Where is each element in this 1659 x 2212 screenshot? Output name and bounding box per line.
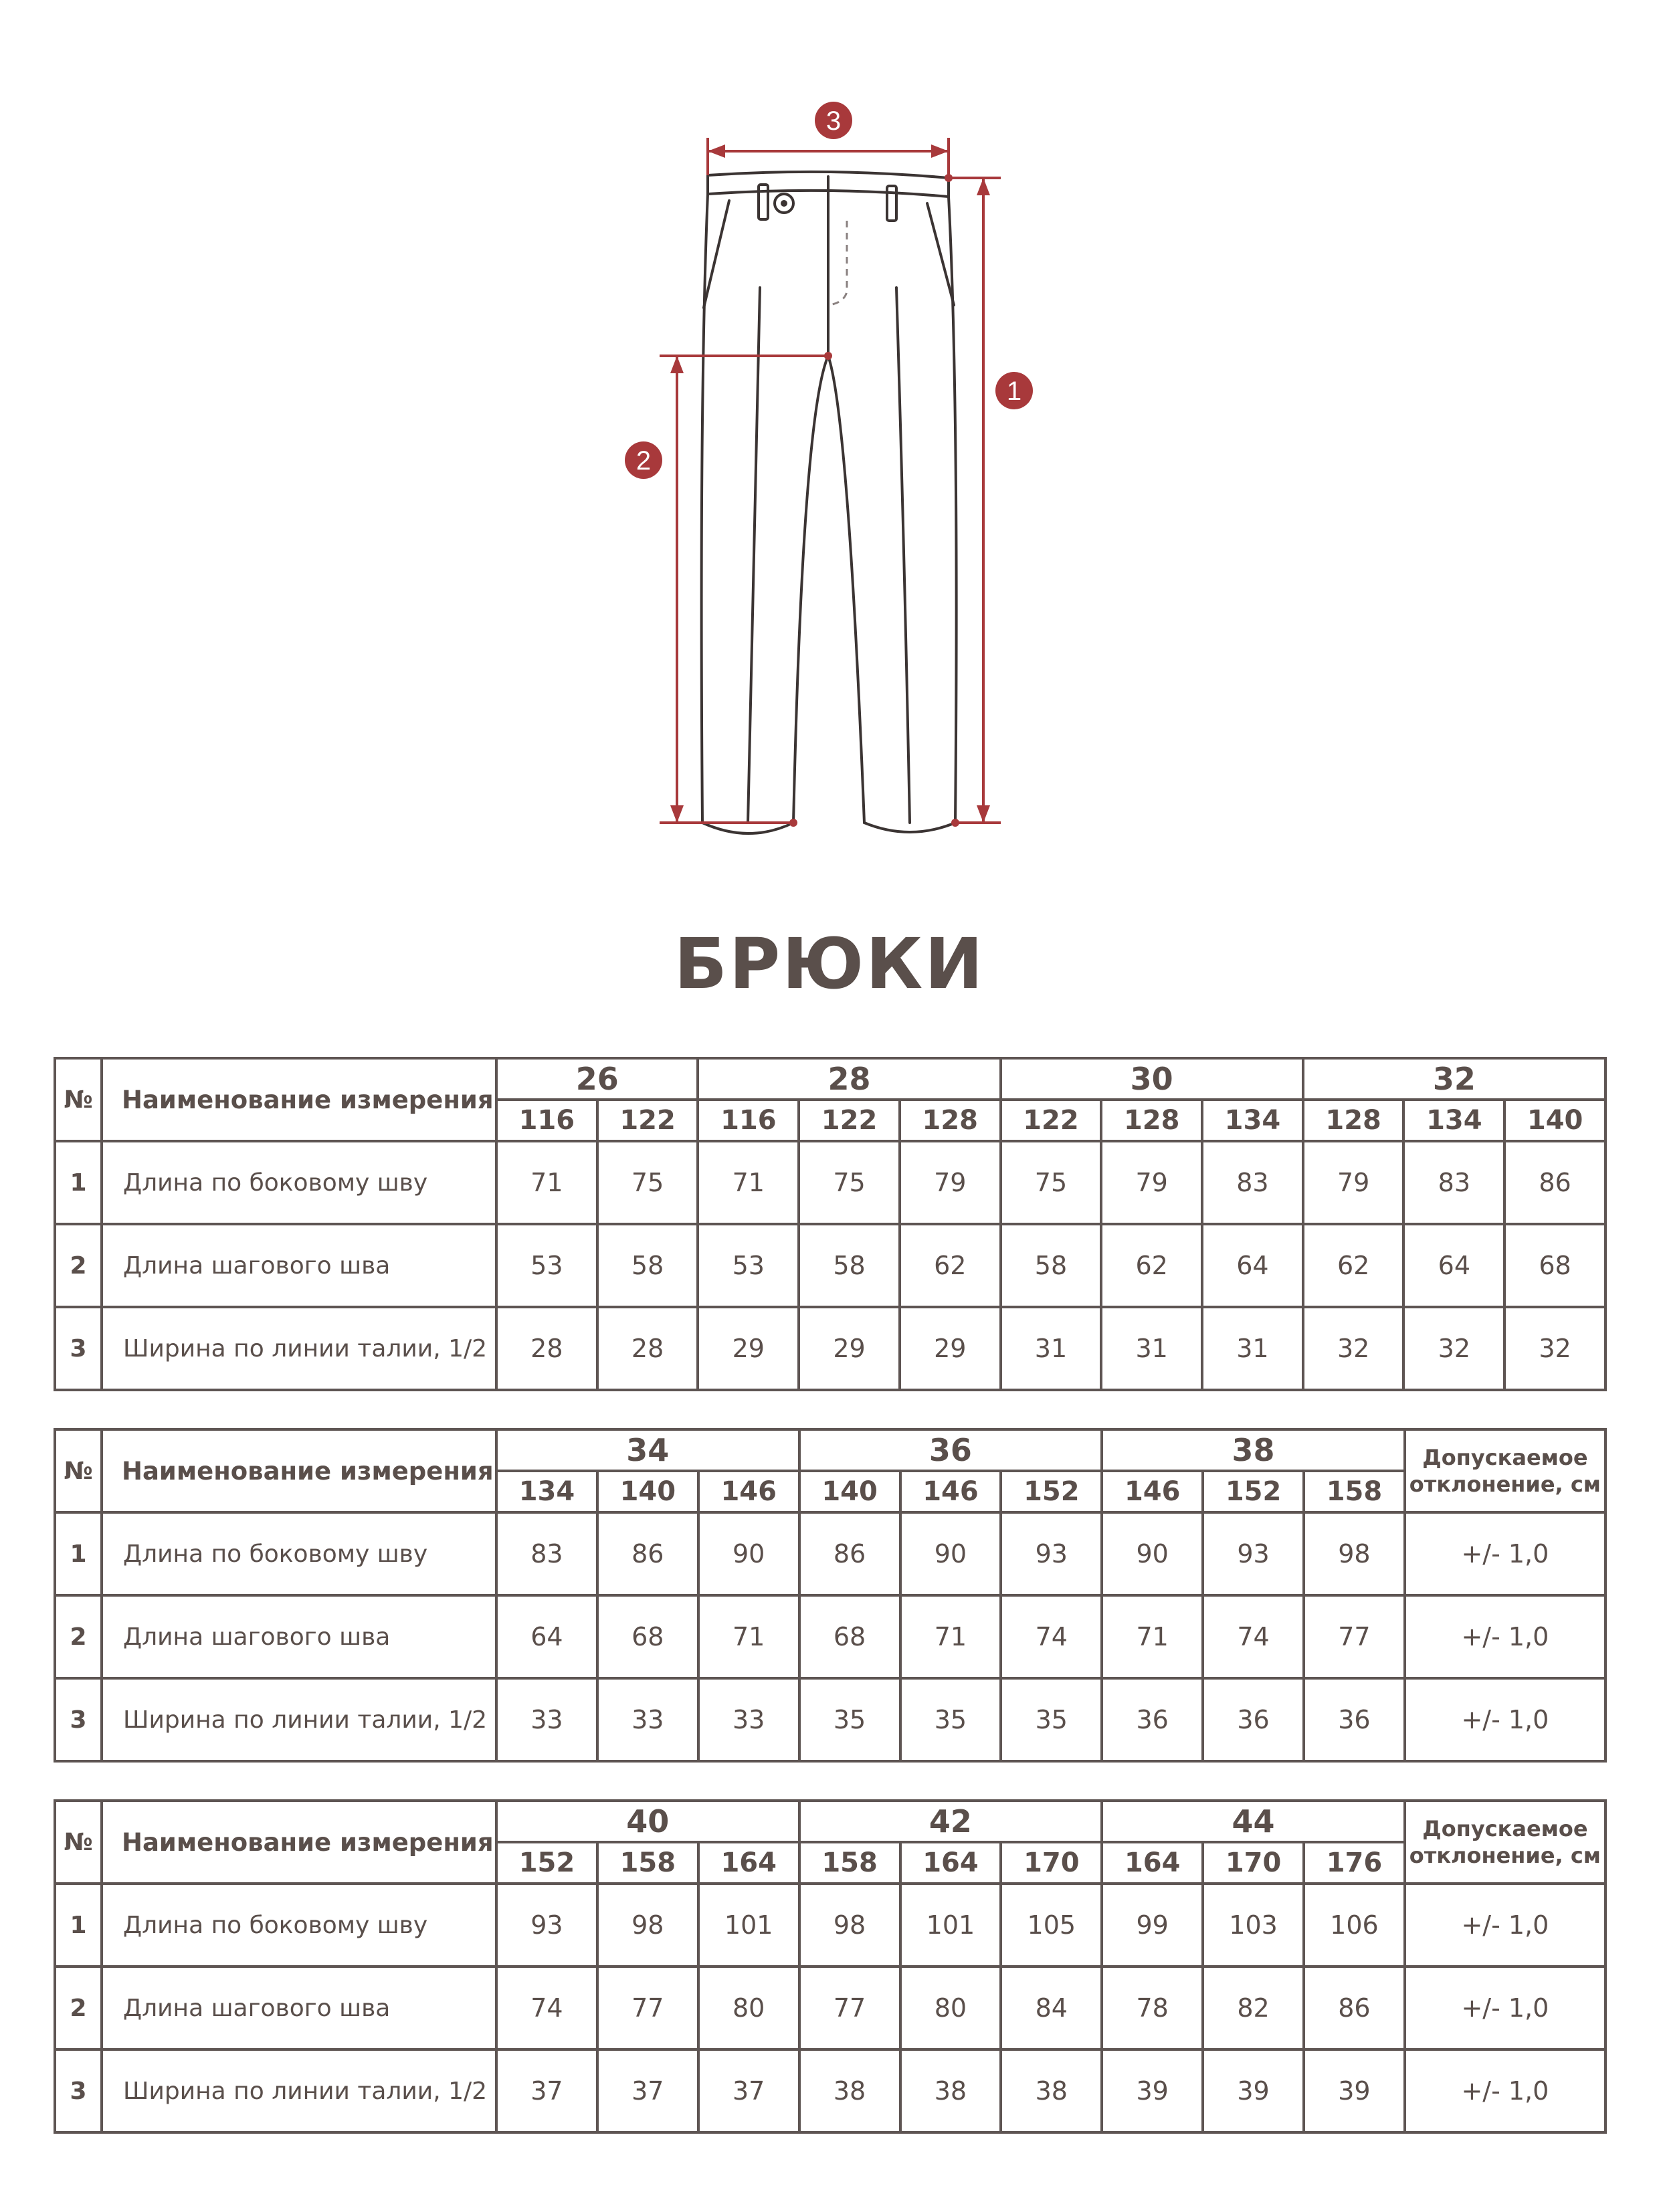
- measurement-value: 58: [1001, 1224, 1102, 1307]
- height-header: 152: [1001, 1471, 1102, 1512]
- measurement-value: 105: [1001, 1884, 1102, 1967]
- measurement-value: 93: [1001, 1512, 1102, 1595]
- measurement-value: 31: [1101, 1307, 1202, 1390]
- tolerance-value: +/- 1,0: [1405, 1595, 1605, 1678]
- trousers-diagram: [0, 0, 1659, 870]
- table-row: [55, 1595, 1605, 1678]
- height-header: 164: [698, 1842, 799, 1884]
- measurement-value: 90: [698, 1512, 799, 1595]
- measurement-value: 36: [1304, 1678, 1405, 1761]
- height-header: 128: [1303, 1100, 1404, 1141]
- measurement-value: 82: [1203, 1967, 1304, 2049]
- measurement-value: 32: [1504, 1307, 1605, 1390]
- size-header: 42: [799, 1801, 1102, 1842]
- measurement-value: 35: [1001, 1678, 1102, 1761]
- measurement-value: 39: [1102, 2049, 1203, 2132]
- column-header-tolerance: Допускаемое отклонение, см: [1405, 1801, 1605, 1884]
- measurement-value: 35: [900, 1678, 1001, 1761]
- measurement-value: 86: [799, 1512, 900, 1595]
- measurement-value: 99: [1102, 1884, 1203, 1967]
- measurement-value: 75: [799, 1141, 900, 1224]
- column-header-tolerance: Допускаемое отклонение, см: [1405, 1429, 1605, 1512]
- column-header-measurement: Наименование измерения: [102, 1058, 496, 1141]
- height-header: 146: [698, 1471, 799, 1512]
- measurement-name: Длина по боковому шву: [102, 1884, 496, 1967]
- marker-2: [625, 441, 662, 479]
- crease-right: [896, 288, 910, 823]
- inseam-right: [828, 356, 864, 823]
- marker-1: [995, 372, 1033, 409]
- button-hole-icon: [781, 200, 787, 207]
- measurement-value: 86: [1304, 1967, 1405, 2049]
- size-table: [54, 1799, 1607, 2134]
- measurement-name: Длина шагового шва: [102, 1224, 496, 1307]
- table-row: [55, 1884, 1605, 1967]
- size-header: 28: [698, 1058, 1000, 1100]
- size-header: 44: [1102, 1801, 1405, 1842]
- height-header: 134: [1403, 1100, 1504, 1141]
- height-header: 140: [799, 1471, 900, 1512]
- height-header: 140: [1504, 1100, 1605, 1141]
- measurement-value: 37: [496, 2049, 597, 2132]
- height-header: 116: [496, 1100, 597, 1141]
- measurement-value: 37: [597, 2049, 698, 2132]
- tolerance-value: +/- 1,0: [1405, 1967, 1605, 2049]
- hem-right: [864, 823, 955, 832]
- height-header: 146: [900, 1471, 1001, 1512]
- measurement-value: 29: [698, 1307, 799, 1390]
- tolerance-value: +/- 1,0: [1405, 1884, 1605, 1967]
- height-header: 122: [799, 1100, 900, 1141]
- measurement-value: 62: [1101, 1224, 1202, 1307]
- column-header-measurement: Наименование измерения: [102, 1801, 496, 1884]
- height-header: 122: [1001, 1100, 1102, 1141]
- measurement-name: Длина шагового шва: [102, 1595, 496, 1678]
- measurement-value: 83: [496, 1512, 597, 1595]
- column-header-measurement: Наименование измерения: [102, 1429, 496, 1512]
- row-number: 2: [55, 1967, 102, 2049]
- height-header: 170: [1001, 1842, 1102, 1884]
- measurement-value: 31: [1202, 1307, 1303, 1390]
- size-table: [54, 1057, 1607, 1391]
- measurement-value: 53: [496, 1224, 597, 1307]
- measurement-value: 101: [900, 1884, 1001, 1967]
- height-header: 128: [1101, 1100, 1202, 1141]
- measurement-value: 32: [1403, 1307, 1504, 1390]
- measurement-value: 38: [799, 2049, 900, 2132]
- table-row: [55, 1678, 1605, 1761]
- measurement-value: 36: [1203, 1678, 1304, 1761]
- measurement-value: 33: [597, 1678, 698, 1761]
- table-row: [55, 1224, 1605, 1307]
- height-header: 158: [597, 1842, 698, 1884]
- measurement-value: 33: [496, 1678, 597, 1761]
- height-header: 146: [1102, 1471, 1203, 1512]
- measurement-3: [708, 138, 949, 175]
- measurement-value: 53: [698, 1224, 799, 1307]
- measurement-value: 38: [1001, 2049, 1102, 2132]
- row-number: 1: [55, 1512, 102, 1595]
- measurement-value: 33: [698, 1678, 799, 1761]
- measurement-value: 71: [698, 1595, 799, 1678]
- measurement-value: 98: [1304, 1512, 1405, 1595]
- table-row: [55, 1307, 1605, 1390]
- size-header: 38: [1102, 1429, 1405, 1471]
- measurement-value: 77: [1304, 1595, 1405, 1678]
- height-header: 170: [1203, 1842, 1304, 1884]
- trousers-outline: [702, 172, 957, 833]
- measurement-value: 32: [1303, 1307, 1404, 1390]
- measurement-value: 80: [698, 1967, 799, 2049]
- belt-loop-left: [759, 185, 768, 219]
- measurement-value: 77: [799, 1967, 900, 2049]
- measurement-value: 90: [1102, 1512, 1203, 1595]
- page-title: БРЮКИ: [674, 923, 985, 1005]
- measurement-value: 36: [1102, 1678, 1203, 1761]
- measurement-value: 71: [496, 1141, 597, 1224]
- row-number: 1: [55, 1141, 102, 1224]
- tolerance-value: +/- 1,0: [1405, 1512, 1605, 1595]
- size-header: 32: [1303, 1058, 1605, 1100]
- measurement-2: [660, 352, 832, 827]
- height-header: 140: [597, 1471, 698, 1512]
- measurement-value: 68: [597, 1595, 698, 1678]
- measurement-value: 28: [597, 1307, 698, 1390]
- measurement-value: 74: [496, 1967, 597, 2049]
- size-header: 26: [496, 1058, 698, 1100]
- measurement-value: 71: [1102, 1595, 1203, 1678]
- measurement-value: 83: [1403, 1141, 1504, 1224]
- fly-stitching: [830, 221, 847, 305]
- column-header-number: №: [55, 1058, 102, 1141]
- measurement-name: Длина по боковому шву: [102, 1512, 496, 1595]
- measurement-value: 98: [799, 1884, 900, 1967]
- svg-text:3: 3: [825, 106, 842, 136]
- measurement-name: Ширина по линии талии, 1/2: [102, 1678, 496, 1761]
- measurement-value: 64: [1202, 1224, 1303, 1307]
- height-header: 164: [1102, 1842, 1203, 1884]
- height-header: 158: [1304, 1471, 1405, 1512]
- height-header: 128: [900, 1100, 1001, 1141]
- measurement-value: 79: [1303, 1141, 1404, 1224]
- measurement-value: 28: [496, 1307, 597, 1390]
- hem-left: [702, 823, 793, 833]
- measurement-value: 29: [799, 1307, 900, 1390]
- measurement-value: 71: [698, 1141, 799, 1224]
- measurement-value: 75: [597, 1141, 698, 1224]
- table-row: [55, 1512, 1605, 1595]
- size-header: 30: [1001, 1058, 1303, 1100]
- measurement-value: 103: [1203, 1884, 1304, 1967]
- measurement-value: 64: [496, 1595, 597, 1678]
- measurement-value: 62: [1303, 1224, 1404, 1307]
- measurement-value: 83: [1202, 1141, 1303, 1224]
- measurement-value: 39: [1304, 2049, 1405, 2132]
- height-header: 158: [799, 1842, 900, 1884]
- measurement-value: 90: [900, 1512, 1001, 1595]
- measurement-value: 58: [597, 1224, 698, 1307]
- measurement-value: 29: [900, 1307, 1001, 1390]
- measurement-value: 86: [597, 1512, 698, 1595]
- table-row: [55, 1141, 1605, 1224]
- height-header: 176: [1304, 1842, 1405, 1884]
- measurement-value: 86: [1504, 1141, 1605, 1224]
- crease-left: [748, 288, 760, 823]
- measurement-value: 39: [1203, 2049, 1304, 2132]
- measurement-name: Длина шагового шва: [102, 1967, 496, 2049]
- measurement-name: Ширина по линии талии, 1/2: [102, 2049, 496, 2132]
- measurement-value: 74: [1001, 1595, 1102, 1678]
- column-header-number: №: [55, 1801, 102, 1884]
- measurement-value: 64: [1403, 1224, 1504, 1307]
- height-header: 134: [1202, 1100, 1303, 1141]
- height-header: 152: [496, 1842, 597, 1884]
- tolerance-value: +/- 1,0: [1405, 1678, 1605, 1761]
- measurement-value: 38: [900, 2049, 1001, 2132]
- row-number: 3: [55, 1307, 102, 1390]
- outer-leg-left: [702, 194, 708, 823]
- measurement-value: 74: [1203, 1595, 1304, 1678]
- column-header-number: №: [55, 1429, 102, 1512]
- height-header: 116: [698, 1100, 799, 1141]
- marker-3: [815, 102, 852, 139]
- measurement-value: 101: [698, 1884, 799, 1967]
- inseam-left: [793, 194, 828, 823]
- measurement-value: 78: [1102, 1967, 1203, 2049]
- measurement-value: 58: [799, 1224, 900, 1307]
- row-number: 1: [55, 1884, 102, 1967]
- measurement-value: 31: [1001, 1307, 1102, 1390]
- measurement-value: 35: [799, 1678, 900, 1761]
- row-number: 2: [55, 1595, 102, 1678]
- table-row: [55, 1967, 1605, 2049]
- measurement-value: 75: [1001, 1141, 1102, 1224]
- measurement-name: Длина по боковому шву: [102, 1141, 496, 1224]
- measurement-value: 62: [900, 1224, 1001, 1307]
- size-header: 36: [799, 1429, 1102, 1471]
- height-header: 152: [1203, 1471, 1304, 1512]
- table-row: [55, 2049, 1605, 2132]
- size-header: 34: [496, 1429, 799, 1471]
- measurement-value: 106: [1304, 1884, 1405, 1967]
- measurement-value: 98: [597, 1884, 698, 1967]
- row-number: 3: [55, 2049, 102, 2132]
- svg-text:2: 2: [636, 446, 652, 476]
- measurement-name: Ширина по линии талии, 1/2: [102, 1307, 496, 1390]
- row-number: 3: [55, 1678, 102, 1761]
- measurement-value: 93: [496, 1884, 597, 1967]
- measurement-value: 71: [900, 1595, 1001, 1678]
- measurement-value: 84: [1001, 1967, 1102, 2049]
- measurement-value: 68: [1504, 1224, 1605, 1307]
- measurement-value: 68: [799, 1595, 900, 1678]
- measurement-value: 79: [1101, 1141, 1202, 1224]
- svg-text:1: 1: [1006, 377, 1022, 406]
- height-header: 122: [597, 1100, 698, 1141]
- height-header: 164: [900, 1842, 1001, 1884]
- measurement-value: 93: [1203, 1512, 1304, 1595]
- tolerance-value: +/- 1,0: [1405, 2049, 1605, 2132]
- size-header: 40: [496, 1801, 799, 1842]
- measurement-value: 37: [698, 2049, 799, 2132]
- height-header: 134: [496, 1471, 597, 1512]
- size-table: [54, 1428, 1607, 1763]
- measurement-value: 77: [597, 1967, 698, 2049]
- measurement-value: 80: [900, 1967, 1001, 2049]
- measurement-value: 79: [900, 1141, 1001, 1224]
- row-number: 2: [55, 1224, 102, 1307]
